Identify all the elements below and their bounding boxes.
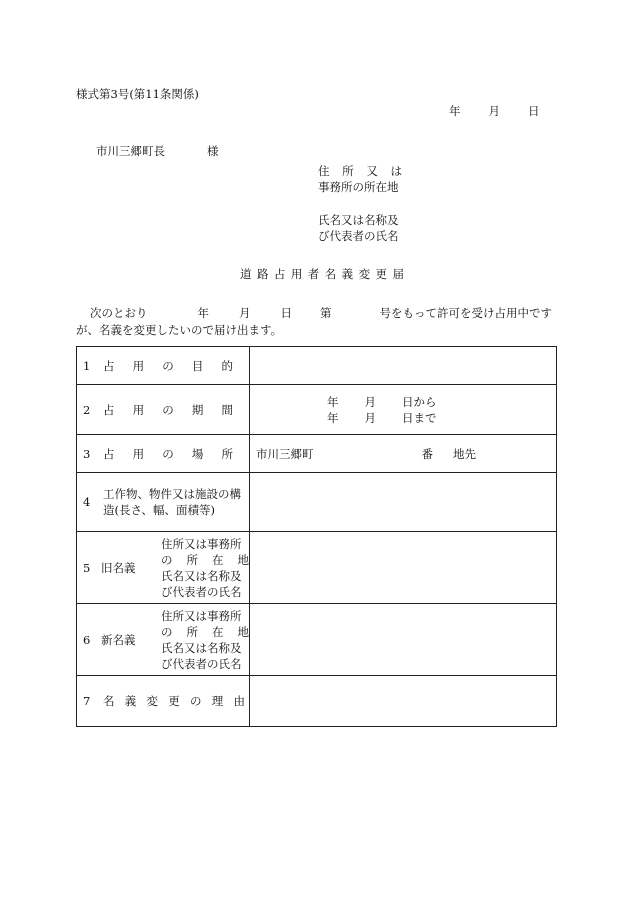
label-period: 2 占 用 の 期 間 bbox=[77, 385, 250, 435]
location-ban: 番 bbox=[421, 446, 433, 461]
date-day: 日 bbox=[528, 104, 540, 118]
value-reason[interactable] bbox=[250, 676, 557, 727]
location-chisaki: 地先 bbox=[453, 446, 476, 461]
table-row bbox=[77, 435, 557, 473]
name-label-line1: 氏名又は名称及 bbox=[318, 213, 399, 227]
intro-dai: 第 bbox=[320, 306, 332, 320]
intro-day: 日 bbox=[280, 306, 292, 320]
document-title: 道 路 占 用 者 名 義 変 更 届 bbox=[240, 267, 404, 281]
intro-line2: が、名義を変更したいので届け出ます。 bbox=[76, 323, 283, 337]
table-row bbox=[77, 676, 557, 727]
addressee-name: 市川三郷町長 bbox=[96, 144, 165, 158]
date-year: 年 bbox=[449, 104, 461, 118]
new-holder-label: 新名義 bbox=[101, 632, 136, 647]
intro-part2: 号をもって許可を受け占用中です bbox=[379, 306, 552, 320]
old-holder-label: 旧名義 bbox=[101, 560, 136, 575]
date-month: 月 bbox=[488, 104, 500, 118]
table-row bbox=[77, 347, 557, 385]
form-table bbox=[76, 346, 557, 727]
intro-line1 bbox=[90, 305, 552, 321]
value-structure[interactable] bbox=[250, 473, 557, 532]
label-old-holder: 5 旧名義 住所又は事務所 の 所 在 地 氏名又は名称及 び代表者の氏名 bbox=[77, 532, 250, 604]
value-purpose[interactable] bbox=[250, 347, 557, 385]
label-purpose: 1 占 用 の 目 的 bbox=[77, 347, 250, 385]
location-town: 市川三郷町 bbox=[256, 446, 314, 461]
table-row bbox=[77, 385, 557, 435]
value-old-holder[interactable] bbox=[250, 532, 557, 604]
intro-month: 月 bbox=[239, 306, 251, 320]
address-label-line2: 事務所の所在地 bbox=[318, 180, 399, 194]
addressee-honorific: 様 bbox=[207, 144, 219, 158]
table-row bbox=[77, 604, 557, 676]
address-label-line1: 住 所 又 は bbox=[318, 164, 402, 178]
intro-year: 年 bbox=[197, 306, 209, 320]
name-label-line2: び代表者の氏名 bbox=[318, 229, 399, 243]
label-new-holder: 6 新名義 住所又は事務所 の 所 在 地 氏名又は名称及 び代表者の氏名 bbox=[77, 604, 250, 676]
value-period[interactable] bbox=[250, 385, 557, 435]
value-location[interactable] bbox=[250, 435, 557, 473]
form-id: 様式第3号(第11条関係) bbox=[76, 87, 199, 101]
label-location: 3 占 用 の 場 所 bbox=[77, 435, 250, 473]
period-to: 年 月 日まで bbox=[327, 410, 437, 425]
label-reason: 7 名 義 変 更 の 理 由 bbox=[77, 676, 250, 727]
period-from: 年 月 日から bbox=[327, 394, 437, 409]
table-row bbox=[77, 473, 557, 532]
table-row bbox=[77, 532, 557, 604]
label-structure: 4 工作物、物件又は施設の構 造(長さ、幅、面積等) bbox=[77, 473, 250, 532]
value-new-holder[interactable] bbox=[250, 604, 557, 676]
intro-part1: 次のとおり bbox=[90, 306, 148, 320]
header-date bbox=[449, 103, 540, 119]
addressee bbox=[96, 143, 219, 159]
